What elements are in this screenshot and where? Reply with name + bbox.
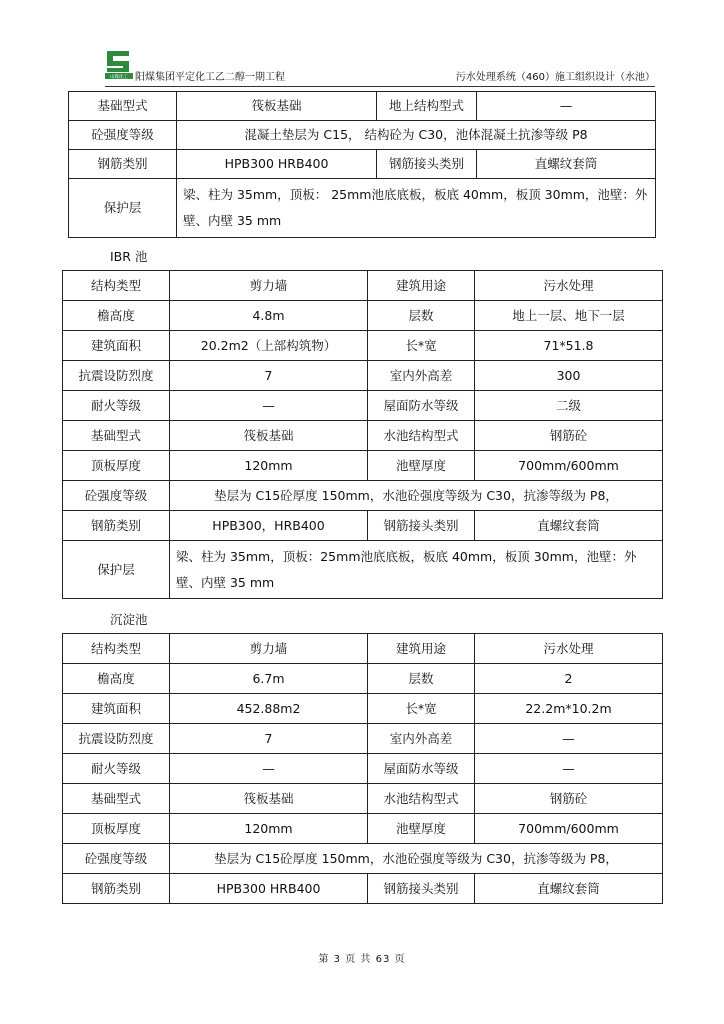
cell-label: 建筑面积: [63, 331, 170, 361]
cell-label: 保护层: [63, 541, 170, 599]
cell-label: 建筑用途: [368, 271, 475, 301]
cell-label: 耐火等级: [63, 754, 170, 784]
table-row: [63, 451, 663, 481]
cell-value: 4.8m: [170, 301, 368, 331]
cell-value: —: [170, 391, 368, 421]
cell-value: 直螺纹套筒: [475, 874, 663, 904]
table-row: [63, 361, 663, 391]
cell-value: 钢筋砼: [475, 784, 663, 814]
cell-label: 水池结构型式: [368, 784, 475, 814]
cell-label: 顶板厚度: [63, 451, 170, 481]
cell-label: 结构类型: [63, 271, 170, 301]
cell-value: HPB300 HRB400: [177, 150, 377, 179]
cell-value: HPB300 HRB400: [170, 874, 368, 904]
company-logo-icon: [105, 51, 133, 79]
cell-label: 钢筋接头类别: [368, 874, 475, 904]
table-row: [69, 92, 656, 121]
cell-label: 钢筋接头类别: [368, 511, 475, 541]
cell-label: 砼强度等级: [63, 844, 170, 874]
cell-label: 基础型式: [63, 421, 170, 451]
cell-label: 钢筋接头类别: [377, 150, 477, 179]
cell-value: 污水处理: [475, 634, 663, 664]
cell-label: 建筑用途: [368, 634, 475, 664]
cell-label: 水池结构型式: [368, 421, 475, 451]
cell-label: 耐火等级: [63, 391, 170, 421]
table-row: [63, 754, 663, 784]
cell-value: 梁、柱为 35mm，顶板： 25mm池底底板，板底 40mm，板顶 30mm，池壁：外壁、内壁 35 mm: [177, 179, 656, 238]
cell-label: 抗震设防烈度: [63, 361, 170, 391]
table-row: [63, 331, 663, 361]
table-row: [63, 541, 663, 599]
cell-value: 钢筋砼: [475, 421, 663, 451]
cell-label: 池壁厚度: [368, 814, 475, 844]
cell-value: 二级: [475, 391, 663, 421]
cell-label: 屋面防水等级: [368, 391, 475, 421]
cell-label: 室内外高差: [368, 361, 475, 391]
cell-value: 混凝土垫层为 C15， 结构砼为 C30，池体混凝土抗渗等级 P8: [177, 121, 656, 150]
cell-value: 直螺纹套筒: [477, 150, 656, 179]
table-row: [63, 874, 663, 904]
cell-label: 檐高度: [63, 664, 170, 694]
table-row: [69, 121, 656, 150]
table-row: [63, 814, 663, 844]
cell-value: —: [475, 754, 663, 784]
cell-label: 地上结构型式: [377, 92, 477, 121]
table-row: [63, 271, 663, 301]
cell-label: 层数: [368, 301, 475, 331]
cell-label: 顶板厚度: [63, 814, 170, 844]
table-row: [63, 481, 663, 511]
cell-label: 长*宽: [368, 331, 475, 361]
cell-label: 基础型式: [63, 784, 170, 814]
table-row: [63, 634, 663, 664]
table-row: [63, 694, 663, 724]
section-title-settling: 沉淀池: [110, 612, 148, 627]
cell-value: 452.88m2: [170, 694, 368, 724]
cell-label: 室内外高差: [368, 724, 475, 754]
header-divider: [105, 86, 655, 87]
cell-label: 结构类型: [63, 634, 170, 664]
cell-label: 钢筋类别: [63, 511, 170, 541]
cell-value: 垫层为 C15砼厚度 150mm，水池砼强度等级为 C30，抗渗等级为 P8，: [170, 481, 663, 511]
cell-value: 污水处理: [475, 271, 663, 301]
table-row: [63, 844, 663, 874]
cell-value: 梁、柱为 35mm，顶板：25mm池底底板，板底 40mm，板顶 30mm，池壁：外壁、内壁 35 mm: [170, 541, 663, 599]
cell-value: 22.2m*10.2m: [475, 694, 663, 724]
table-row: [69, 150, 656, 179]
cell-value: 筏板基础: [177, 92, 377, 121]
cell-label: 钢筋类别: [63, 874, 170, 904]
table-row: [63, 301, 663, 331]
ibr-pool-table: [62, 270, 663, 599]
cell-label: 屋面防水等级: [368, 754, 475, 784]
cell-value: 71*51.8: [475, 331, 663, 361]
cell-label: 基础型式: [69, 92, 177, 121]
cell-value: 300: [475, 361, 663, 391]
cell-value: 700mm/600mm: [475, 814, 663, 844]
table-row: [63, 511, 663, 541]
section-title-ibr: IBR 池: [110, 249, 148, 264]
cell-label: 钢筋类别: [69, 150, 177, 179]
cell-value: 直螺纹套筒: [475, 511, 663, 541]
cell-label: 檐高度: [63, 301, 170, 331]
table-row: [63, 664, 663, 694]
cell-label: 层数: [368, 664, 475, 694]
cell-value: 120mm: [170, 451, 368, 481]
table-row: [63, 421, 663, 451]
cell-label: 抗震设防烈度: [63, 724, 170, 754]
cell-value: 筏板基础: [170, 784, 368, 814]
cell-label: 保护层: [69, 179, 177, 238]
table-row: [63, 724, 663, 754]
cell-value: 7: [170, 724, 368, 754]
settling-tank-table: [62, 633, 663, 904]
table-row: [69, 179, 656, 238]
document-title: 污水处理系统（460）施工组织设计（水池）: [455, 72, 655, 83]
cell-value: 剪力墙: [170, 271, 368, 301]
cell-value: 20.2m2（上部构筑物）: [170, 331, 368, 361]
cell-value: 6.7m: [170, 664, 368, 694]
project-title: 阳煤集团平定化工乙二醇一期工程: [135, 72, 285, 83]
cell-value: 700mm/600mm: [475, 451, 663, 481]
cell-label: 长*宽: [368, 694, 475, 724]
page-header: [105, 48, 655, 90]
cell-value: —: [475, 724, 663, 754]
cell-label: 砼强度等级: [69, 121, 177, 150]
cell-value: HPB300，HRB400: [170, 511, 368, 541]
cell-value: 2: [475, 664, 663, 694]
table-row: [63, 391, 663, 421]
cell-label: 池壁厚度: [368, 451, 475, 481]
cell-value: 地上一层、地下一层: [475, 301, 663, 331]
cell-value: 垫层为 C15砼厚度 150mm，水池砼强度等级为 C30，抗渗等级为 P8，: [170, 844, 663, 874]
cell-value: 剪力墙: [170, 634, 368, 664]
logo-caption: 山煤化工: [110, 75, 128, 79]
cell-value: 筏板基础: [170, 421, 368, 451]
cell-value: 120mm: [170, 814, 368, 844]
cell-label: 建筑面积: [63, 694, 170, 724]
table-row: [63, 784, 663, 814]
foundation-spec-table: [68, 91, 656, 238]
cell-label: 砼强度等级: [63, 481, 170, 511]
page-number: 第 3 页 共 63 页: [318, 954, 406, 965]
cell-value: —: [170, 754, 368, 784]
cell-value: —: [477, 92, 656, 121]
cell-value: 7: [170, 361, 368, 391]
